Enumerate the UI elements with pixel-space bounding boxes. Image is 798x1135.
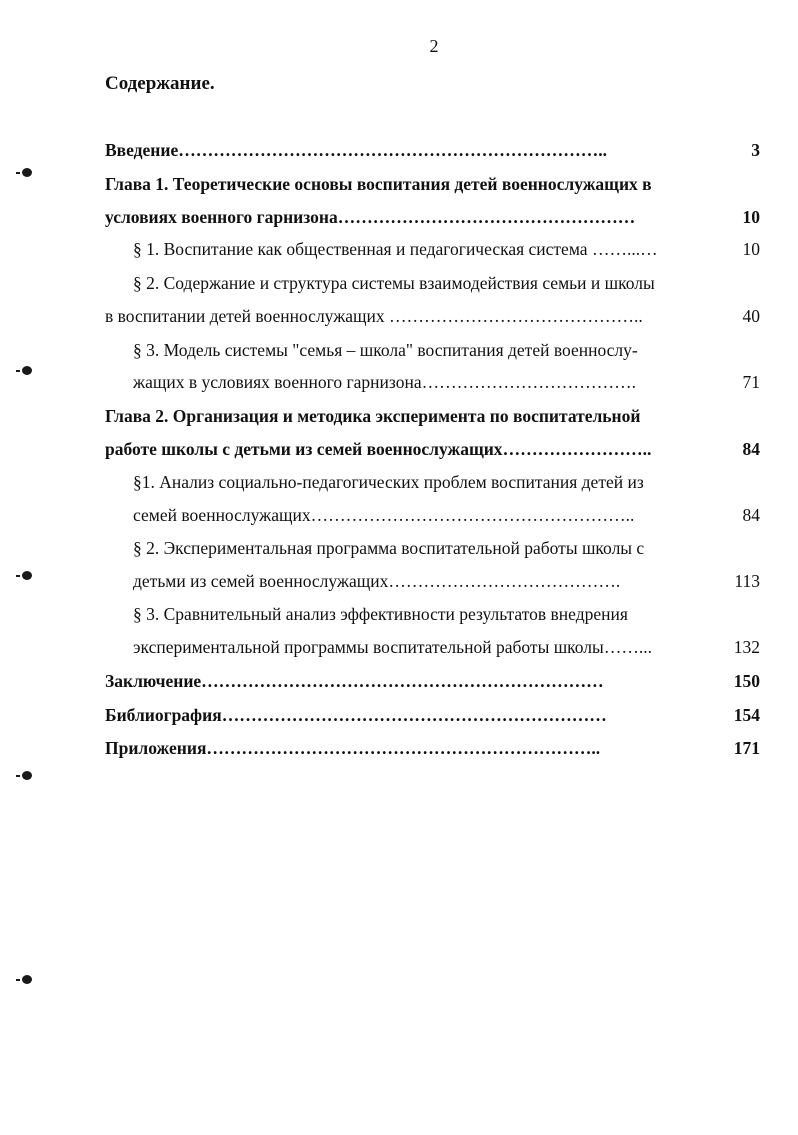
- toc-section-1-3-line1[interactable]: § 3. Модель системы "семья – школа" воспитания детей военнослу-: [133, 340, 638, 360]
- page-number: 2: [429, 36, 439, 56]
- toc-label: жащих в условиях военного гарнизона: [133, 372, 422, 392]
- toc-label: условиях военного гарнизона: [105, 207, 338, 227]
- toc-section-1-2-line1[interactable]: § 2. Содержание и структура системы взаимодействия семьи и школы: [133, 273, 655, 293]
- toc-leader-dots: ………………………………………………..: [310, 505, 635, 525]
- toc-chapter-1-line2[interactable]: [105, 204, 635, 230]
- toc-page-number: 150: [733, 671, 760, 691]
- toc-leader-dots: ……………………………………………: [337, 207, 636, 227]
- toc-label: семей военнослужащих: [133, 505, 311, 525]
- toc-entry-introduction[interactable]: [105, 137, 607, 163]
- toc-section-2-3-line1[interactable]: § 3. Сравнительный анализ эффективности результатов внедрения: [133, 604, 628, 624]
- toc-leader-dots: ……………………………………..: [384, 306, 643, 326]
- punch-hole: [22, 975, 32, 984]
- toc-section-2-3-line2[interactable]: [133, 634, 652, 660]
- toc-page-number: 10: [742, 207, 760, 227]
- toc-label: Приложения: [105, 738, 207, 758]
- toc-leader-dots: ……………………………………………………………: [201, 671, 604, 691]
- toc-chapter-2-line2[interactable]: [105, 436, 651, 462]
- toc-leader-dots: ……...…: [587, 239, 658, 259]
- toc-entry-bibliography[interactable]: [105, 702, 607, 728]
- toc-section-1-2-line2[interactable]: [105, 303, 643, 329]
- toc-section-2-2-line2[interactable]: [133, 568, 620, 594]
- toc-label: Библиография: [105, 705, 222, 725]
- toc-page-number: 84: [742, 439, 760, 459]
- toc-label: Введение: [105, 140, 179, 160]
- toc-leader-dots: ………………………………………………………………..: [178, 140, 607, 160]
- toc-page-number: 171: [733, 738, 760, 758]
- toc-leader-dots: ……………………..: [502, 439, 652, 459]
- toc-page-number: 40: [742, 306, 760, 326]
- toc-page-number: 113: [734, 571, 760, 591]
- toc-section-2-1-line1[interactable]: §1. Анализ социально-педагогических проблем воспитания детей из: [133, 472, 644, 492]
- toc-section-1-1[interactable]: [133, 236, 658, 262]
- toc-page-number: 132: [733, 637, 760, 657]
- page-title: Содержание.: [105, 73, 215, 94]
- toc-page-number: 3: [751, 140, 760, 160]
- toc-leader-dots: ……………………………….: [421, 372, 636, 392]
- toc-page-number: 71: [742, 372, 760, 392]
- toc-chapter-1-line1[interactable]: Глава 1. Теоретические основы воспитания детей военнослужащих в: [105, 174, 652, 194]
- toc-label: работе школы с детьми из семей военнослужащих: [105, 439, 503, 459]
- toc-section-2-1-line2[interactable]: [133, 502, 634, 528]
- toc-leader-dots: ……...: [603, 637, 652, 657]
- toc-label: в воспитании детей военнослужащих: [105, 306, 385, 326]
- toc-entry-appendices[interactable]: [105, 735, 600, 761]
- toc-leader-dots: ………………………………….: [388, 571, 621, 591]
- punch-hole: [22, 771, 32, 780]
- punch-hole: [22, 168, 32, 177]
- punch-hole: [22, 366, 32, 375]
- toc-chapter-2-line1[interactable]: Глава 2. Организация и методика эксперимента по воспитательной: [105, 406, 641, 426]
- toc-page-number: 84: [742, 505, 760, 525]
- toc-section-1-3-line2[interactable]: [133, 369, 636, 395]
- toc-leader-dots: …………………………………………………………..: [206, 738, 601, 758]
- toc-page-number: 10: [742, 239, 760, 259]
- punch-hole: [22, 571, 32, 580]
- toc-entry-conclusion[interactable]: [105, 668, 604, 694]
- toc-label: экспериментальной программы воспитательной работы школы: [133, 637, 604, 657]
- toc-leader-dots: …………………………………………………………: [221, 705, 607, 725]
- toc-label: детьми из семей военнослужащих: [133, 571, 389, 591]
- toc-label: § 1. Воспитание как общественная и педагогическая система: [133, 239, 588, 259]
- toc-page-number: 154: [733, 705, 760, 725]
- toc-section-2-2-line1[interactable]: § 2. Экспериментальная программа воспитательной работы школы с: [133, 538, 645, 558]
- toc-label: Заключение: [105, 671, 202, 691]
